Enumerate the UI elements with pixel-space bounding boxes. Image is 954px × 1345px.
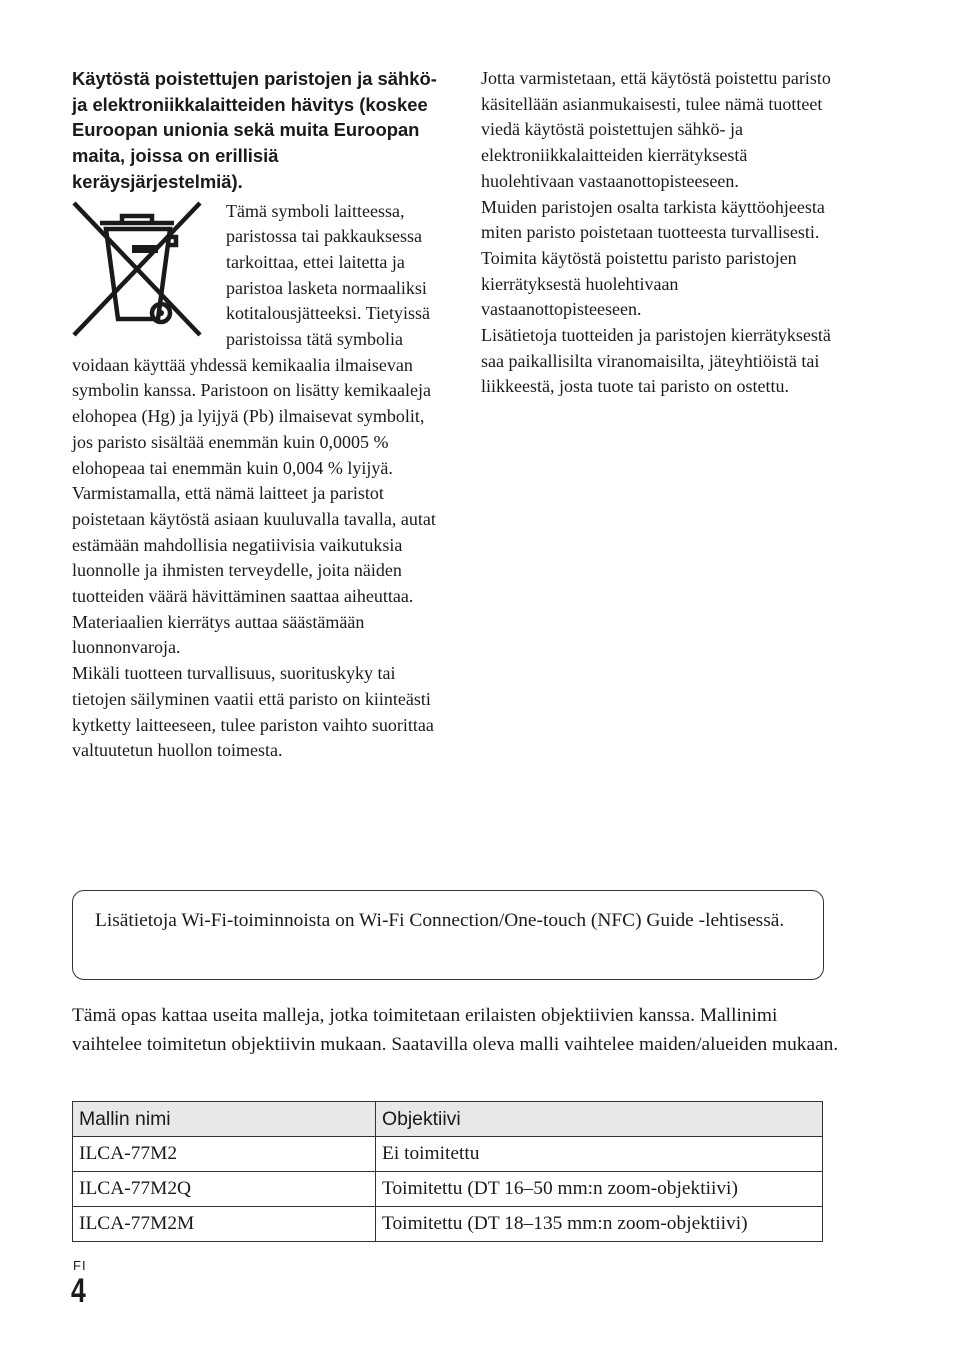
right-column [481,66,841,400]
table-row [73,1172,823,1207]
table-header-row [73,1102,823,1137]
table-row [73,1207,823,1242]
language-code: FI [73,1258,87,1273]
page-number: 4 [71,1272,86,1310]
collection-point-paragraph: Jotta varmistetaan, että käytöstä poistettu paristo käsitellään asianmukaisesti, tulee nämä tuotteet viedä käytöstä poistettujen sähkö- ja elektroniikkalaitteiden kierrätyksestä huolehtivaan vastaanottopisteeseen. [481,68,831,191]
header-lens: Objektiivi [376,1102,823,1137]
model-name-cell: ILCA-77M2Q [73,1172,376,1207]
lens-cell: Ei toimitettu [376,1137,823,1172]
left-column [72,66,438,764]
more-info-paragraph: Lisätietoja tuotteiden ja paristojen kierrätyksestä saa paikallisilta viranomaisilta, jäteyhtiöistä tai liikkeestä, josta tuote tai paristo on ostettu. [481,325,831,397]
wifi-info-text: Lisätietoja Wi-Fi-toiminnoista on Wi-Fi Connection/One-touch (NFC) Guide -lehtisessä. [95,910,785,931]
disposal-paragraph: Varmistamalla, että nämä laitteet ja paristot poistetaan käytöstä asiaan kuuluvalla tavalla, autat estämään mahdollisia negatiivisia vaikutuksia luonnolle ja ihmisten terveydelle, joita näiden tuotteiden väärä hävittäminen saattaa aiheuttaa. Materiaalien kierrätys auttaa säästämään luonnonvaroja. [72,483,436,658]
disposal-heading: Käytöstä poistettujen paristojen ja sähkö- ja elektroniikkalaitteiden hävitys (koskee Euroopan unionia sekä muita Euroopan maita, joissa on erillisiä keräysjärjestelmiä). [72,68,437,192]
model-table [72,1101,823,1242]
lens-cell: Toimitettu (DT 18–135 mm:n zoom-objektiivi) [376,1207,823,1242]
table-row [73,1137,823,1172]
models-intro-paragraph: Tämä opas kattaa useita malleja, jotka toimitetaan erilaisten objektiivien kanssa. Mallinimi vaihtelee toimitetun objektiivin mukaan. Saatavilla oleva malli vaihtelee maiden/alueiden mukaan. [72,1005,839,1055]
model-name-cell: ILCA-77M2 [73,1137,376,1172]
symbol-paragraph: Tämä symboli laitteessa, paristossa tai pakkauksessa tarkoittaa, ettei laitetta ja paristoa lasketa normaaliksi kotitalousjätteeksi. Tietyissä paristoissa tätä symbolia voidaan käyttää yhdessä kemikaalia ilmaisevan symbolin kanssa. Paristoon on lisätty kemikaaleja elohopea (Hg) ja lyijyä (Pb) ilmaisevat symbolit, jos paristo sisältää enemmän kuin 0,0005 % elohopeaa tai enemmän kuin 0,004 % lyijyä. [72,200,431,478]
symbol-block [72,199,438,482]
lens-cell: Toimitettu (DT 16–50 mm:n zoom-objektiivi) [376,1172,823,1207]
header-model-name: Mallin nimi [73,1102,376,1137]
safe-removal-paragraph: Muiden paristojen osalta tarkista käyttöohjeesta miten paristo poistetaan tuotteesta turvallisesti. Toimita käytöstä poistettu paristo paristojen kierrätyksestä huolehtivaan vastaanottopisteeseen. [481,196,825,320]
wifi-info-box [72,890,824,980]
battery-replacement-paragraph: Mikäli tuotteen turvallisuus, suorituskyky tai tietojen säilyminen vaatii että paristo on kiinteästi kytketty laitteeseen, tulee pariston vaihto suorittaa valtuutetun huollon toimesta. [72,663,434,761]
model-name-cell: ILCA-77M2M [73,1207,376,1242]
crossed-out-wheeled-bin-icon [72,199,204,339]
